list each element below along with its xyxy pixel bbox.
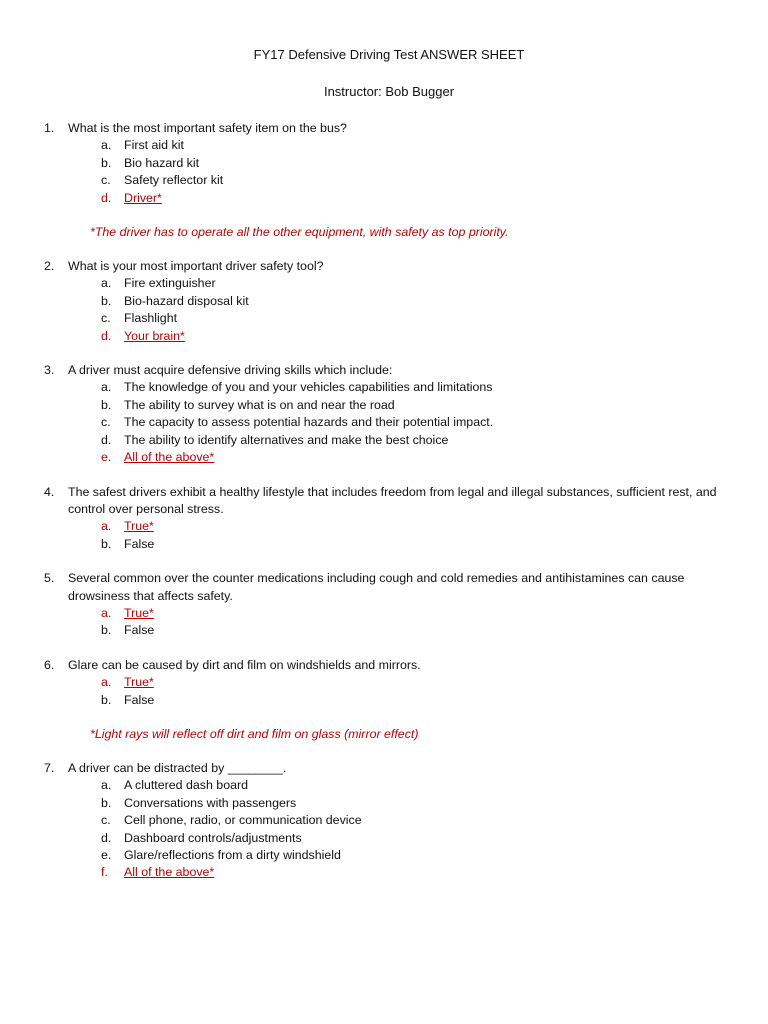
option-text-wrapper — [124, 275, 768, 292]
question-number: 6. — [44, 657, 55, 672]
option-text-wrapper — [124, 864, 768, 881]
option-text-wrapper — [124, 190, 768, 207]
option-text: Cell phone, radio, or communication device — [124, 813, 362, 828]
correct-answer-option — [0, 190, 768, 207]
option-text: Flashlight — [124, 311, 178, 326]
question-line — [0, 657, 768, 674]
question-list — [0, 120, 768, 882]
option-label: a. — [101, 519, 112, 534]
question-line — [0, 570, 768, 605]
option-text-wrapper — [124, 812, 768, 829]
question-text: What is your most important driver safety tool? — [68, 259, 324, 274]
option-text-wrapper — [124, 397, 768, 414]
option-label: a. — [101, 605, 112, 620]
option-label: d. — [101, 328, 112, 343]
option-text-wrapper — [124, 605, 768, 622]
question-line — [0, 120, 768, 137]
correct-answer-option — [0, 328, 768, 345]
option-label: c. — [101, 813, 111, 828]
option-text-wrapper — [124, 777, 768, 794]
answer-option — [0, 830, 768, 847]
option-text-wrapper — [124, 622, 768, 639]
question-line — [0, 484, 768, 519]
instructor-line: Instructor: Bob Bugger — [323, 84, 455, 99]
question-7 — [0, 760, 768, 882]
answer-option — [0, 812, 768, 829]
question-number: 5. — [44, 571, 55, 586]
question-line — [0, 760, 768, 777]
option-text-wrapper — [124, 674, 768, 691]
option-label: b. — [101, 536, 112, 551]
answer-option — [0, 536, 768, 553]
option-label: b. — [101, 397, 112, 412]
option-label: c. — [101, 311, 111, 326]
option-label: c. — [101, 415, 111, 430]
answer-option — [0, 137, 768, 154]
answer-option — [0, 414, 768, 431]
option-label: e. — [101, 848, 112, 862]
question-text: A driver can be distracted by ________. — [68, 760, 287, 775]
question-number: 2. — [44, 259, 55, 274]
option-label: b. — [101, 293, 112, 308]
option-label: b. — [101, 623, 112, 638]
answer-option — [0, 155, 768, 172]
answer-option — [0, 293, 768, 310]
option-label: d. — [101, 432, 112, 447]
option-text-wrapper — [124, 449, 768, 466]
answer-option — [0, 172, 768, 189]
option-label: b. — [101, 155, 112, 170]
option-label: d. — [101, 830, 112, 845]
option-text-wrapper — [124, 795, 768, 812]
option-text: All of the above* — [124, 450, 215, 465]
option-text-wrapper — [124, 536, 768, 553]
option-text: The ability to survey what is on and near the road — [124, 397, 395, 412]
option-text-wrapper — [124, 847, 768, 864]
question-text: What is the most important safety item on the bus? — [68, 121, 347, 135]
option-text: Conversations with passengers — [124, 795, 297, 810]
answer-option — [0, 692, 768, 709]
answer-explanation-note: *Light rays will reflect off dirt and film on glass (mirror effect) — [90, 726, 419, 741]
question-line — [0, 258, 768, 275]
option-text-wrapper — [124, 432, 768, 449]
option-text: Glare/reflections from a dirty windshield — [124, 848, 341, 862]
option-label: a. — [101, 276, 112, 291]
option-label: e. — [101, 450, 112, 465]
option-text: The capacity to assess potential hazards and their potential impact. — [124, 415, 494, 430]
correct-answer-option — [0, 518, 768, 535]
question-number: 1. — [44, 121, 55, 135]
option-text: The ability to identify alternatives and make the best choice — [124, 432, 449, 447]
answer-explanation-note: *The driver has to operate all the other equipment, with safety as top priority. — [90, 225, 509, 240]
option-text: Your brain* — [124, 328, 185, 343]
answer-option — [0, 622, 768, 639]
option-label: f. — [101, 865, 108, 880]
question-number: 4. — [44, 484, 55, 499]
option-text: Dashboard controls/adjustments — [124, 830, 302, 845]
option-text-wrapper — [124, 155, 768, 172]
answer-option — [0, 847, 768, 864]
option-text: Fire extinguisher — [124, 276, 216, 291]
question-text: Glare can be caused by dirt and film on windshields and mirrors. — [68, 657, 421, 672]
correct-answer-option — [0, 864, 768, 881]
option-text: Bio-hazard disposal kit — [124, 293, 249, 308]
question-1 — [0, 120, 768, 207]
correct-answer-option — [0, 605, 768, 622]
option-text: False — [124, 692, 155, 707]
question-line — [0, 362, 768, 379]
option-text: Driver* — [124, 190, 162, 205]
option-text-wrapper — [124, 379, 768, 396]
option-label: b. — [101, 692, 112, 707]
question-6 — [0, 657, 768, 709]
option-text-wrapper — [124, 328, 768, 345]
question-4 — [0, 484, 768, 554]
option-text-wrapper — [124, 137, 768, 154]
option-text-wrapper — [124, 830, 768, 847]
option-text: True* — [124, 605, 154, 620]
option-text: First aid kit — [124, 138, 184, 153]
correct-answer-option — [0, 449, 768, 466]
option-label: a. — [101, 380, 112, 395]
answer-option — [0, 397, 768, 414]
option-label: b. — [101, 795, 112, 810]
question-number: 3. — [44, 363, 55, 378]
answer-option — [0, 432, 768, 449]
option-label: a. — [101, 778, 112, 793]
option-text-wrapper — [124, 293, 768, 310]
option-label: a. — [101, 675, 112, 690]
question-5 — [0, 570, 768, 640]
correct-answer-option — [0, 674, 768, 691]
option-text: All of the above* — [124, 865, 215, 880]
option-text: True* — [124, 519, 154, 534]
option-text: Bio hazard kit — [124, 155, 200, 170]
question-number: 7. — [44, 760, 55, 775]
question-text: The safest drivers exhibit a healthy lifestyle that includes freedom from legal and illegal substances, sufficient rest, and control over personal stress. — [68, 484, 717, 516]
option-text: False — [124, 536, 155, 551]
option-text-wrapper — [124, 414, 768, 431]
document-title: FY17 Defensive Driving Test ANSWER SHEET — [253, 47, 525, 62]
option-text-wrapper — [124, 518, 768, 535]
answer-option — [0, 795, 768, 812]
answer-option — [0, 275, 768, 292]
option-text: The knowledge of you and your vehicles capabilities and limitations — [124, 380, 493, 395]
answer-option — [0, 379, 768, 396]
option-label: a. — [101, 138, 112, 153]
question-2 — [0, 258, 768, 345]
option-text-wrapper — [124, 310, 768, 327]
option-text-wrapper — [124, 692, 768, 709]
question-3 — [0, 362, 768, 466]
option-text: A cluttered dash board — [124, 778, 248, 793]
answer-option — [0, 310, 768, 327]
option-label: d. — [101, 190, 112, 205]
option-text: True* — [124, 675, 154, 690]
option-label: c. — [101, 173, 111, 188]
option-text: Safety reflector kit — [124, 173, 224, 188]
question-text: Several common over the counter medications including cough and cold remedies and antihistamines can cause drowsiness that affects safety. — [68, 571, 685, 603]
question-text: A driver must acquire defensive driving skills which include: — [68, 363, 393, 378]
option-text: False — [124, 623, 155, 638]
option-text-wrapper — [124, 172, 768, 189]
answer-option — [0, 777, 768, 794]
